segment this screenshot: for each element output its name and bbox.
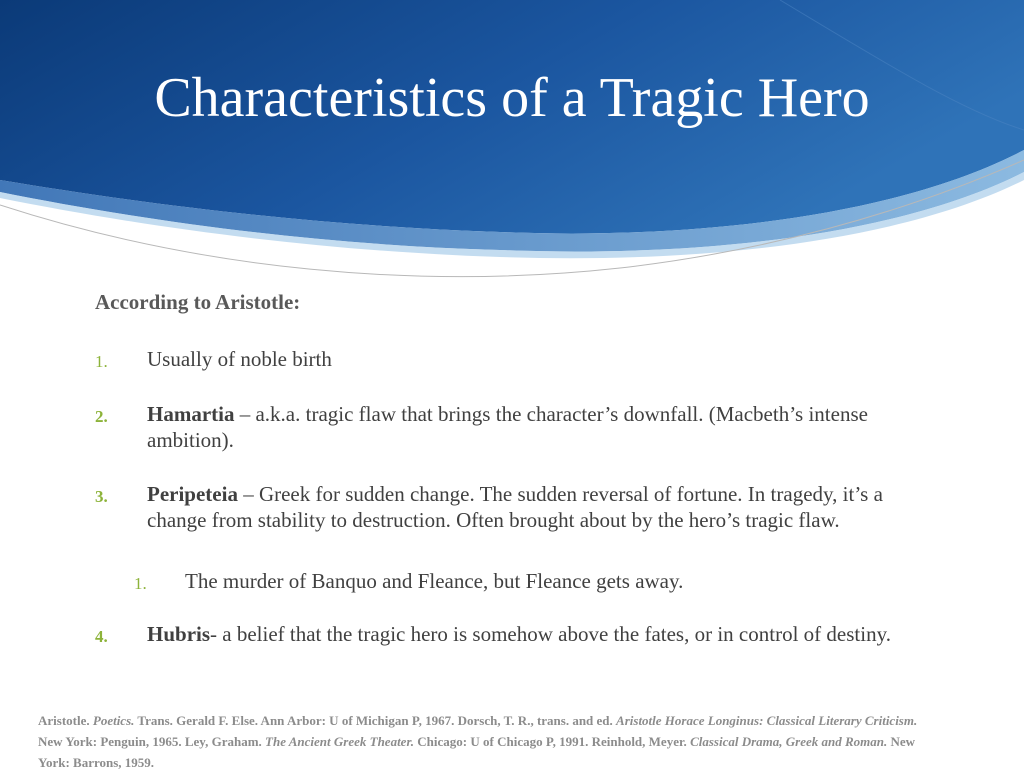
list-number: 3. [95, 487, 108, 506]
citation-title: Aristotle Horace Longinus: Classical Literary Criticism. [616, 713, 918, 728]
citation-text: Trans. Gerald F. Else. Ann Arbor: U of Michigan P, 1967. Dorsch, T. R., trans. and ed. [134, 713, 617, 728]
list-number: 1. [134, 574, 147, 593]
intro-heading: According to Aristotle: [95, 290, 301, 314]
citation-text: Chicago: U of Chicago P, 1991. Reinhold, Meyer. [414, 734, 691, 749]
list-number: 1. [95, 352, 108, 371]
list-item-text: – Greek for sudden change. The sudden reversal of fortune. In tragedy, it’s a change from stability to destruction. Often brought about by the hero’s tragic flaw. [147, 482, 883, 532]
citation-title: Poetics. [92, 713, 135, 728]
citation-title: The Ancient Greek Theater. [265, 734, 415, 749]
list-number: 2. [95, 407, 108, 426]
citation [38, 710, 928, 773]
citation-title: Classical Drama, Greek and Roman. [690, 734, 888, 749]
list-item-text: The murder of Banquo and Fleance, but Fleance gets away. [185, 569, 684, 593]
list-item-term: Hamartia [147, 402, 235, 426]
citation-text: Aristotle. [38, 713, 93, 728]
list-number: 4. [95, 627, 108, 646]
list-item-text: – a.k.a. tragic flaw that brings the character’s downfall. (Macbeth’s intense ambition). [147, 402, 868, 452]
list-item-text: - a belief that the tragic hero is somehow above the fates, or in control of destiny. [210, 622, 891, 646]
list-item-term: Hubris [147, 622, 211, 646]
slide-title: Characteristics of a Tragic Hero [154, 67, 870, 129]
header-banner [0, 0, 1024, 300]
citation-text: New York: Barrons, 1959. [38, 734, 916, 770]
list-item-text: Usually of noble birth [147, 347, 332, 371]
list-item-term: Peripeteia [147, 482, 238, 506]
citation-text: New York: Penguin, 1965. Ley, Graham. [38, 734, 266, 749]
